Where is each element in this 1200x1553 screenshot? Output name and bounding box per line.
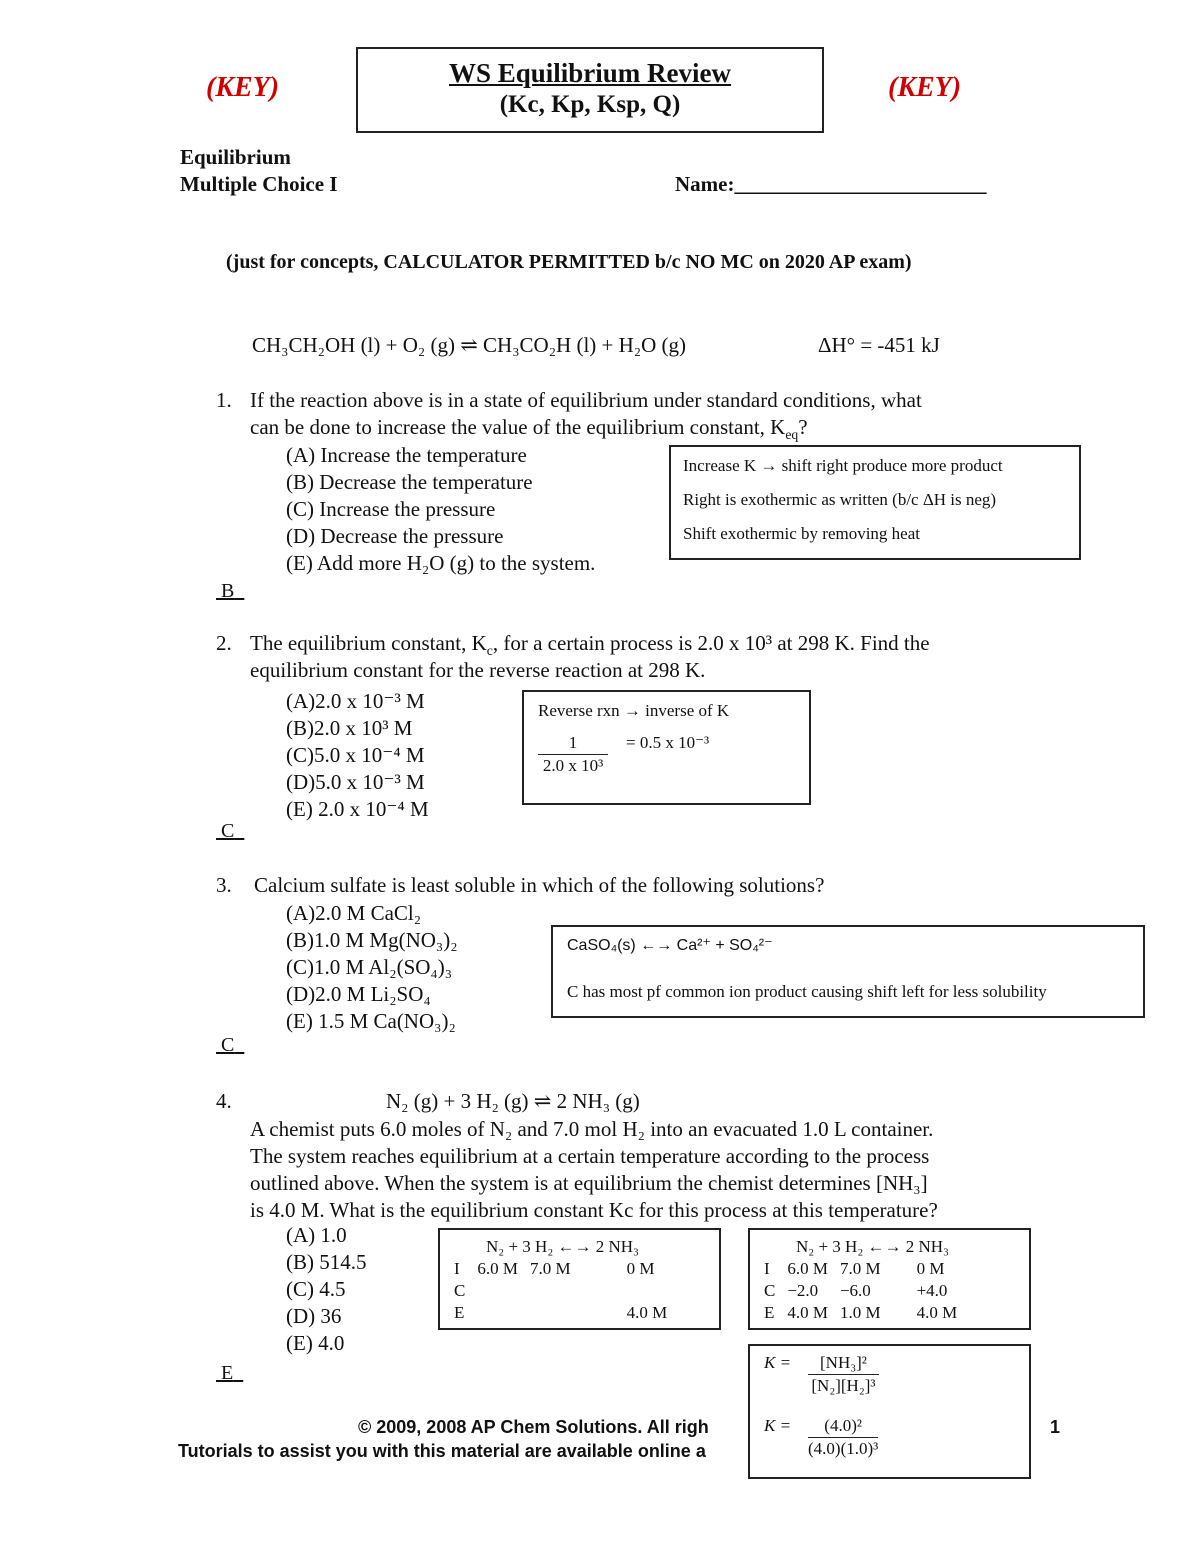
option: (B) 514.5 <box>286 1250 367 1274</box>
ice-header: N₂ + 3 H₂ ←→ 2 NH₃ <box>796 1237 949 1256</box>
option: (C) 4.5 <box>286 1277 346 1301</box>
question-3-text: Calcium sulfate is least soluble in which of the following solutions? <box>254 873 825 897</box>
table-cell <box>524 1280 577 1302</box>
table-cell: 4.0 M <box>626 1303 668 1322</box>
option: (E) Add more H₂O (g) to the system. <box>286 551 596 575</box>
answer-letter: E <box>221 1362 234 1384</box>
table-cell <box>524 1302 577 1324</box>
table-cell <box>471 1280 524 1302</box>
fraction-numerator: [NH₃]² <box>808 1352 879 1375</box>
page-title: WS Equilibrium Review <box>448 58 732 88</box>
text-line: is 4.0 M. What is the equilibrium constant Kc for this process at this temperature? <box>250 1198 938 1222</box>
table-cell: 6.0 M <box>787 1259 828 1278</box>
ice-header: N₂ + 3 H₂ ←→ 2 NH₃ <box>486 1237 639 1256</box>
page-subtitle: (Kc, Kp, Ksp, Q) <box>499 91 681 118</box>
ice-table-1 <box>438 1228 721 1330</box>
k-expression-row <box>764 1352 1015 1397</box>
title-box <box>356 47 824 133</box>
ice-grid <box>758 1258 963 1324</box>
option: (A) 1.0 <box>286 1223 347 1247</box>
k-label: K = <box>764 1353 792 1372</box>
question-3-options <box>286 900 458 1035</box>
option: (C) Increase the pressure <box>286 497 496 521</box>
answer-letter: C <box>221 1034 235 1056</box>
option: (E) 4.0 <box>286 1331 345 1355</box>
option: (E) 1.5 M Ca(NO₃)₂ <box>286 1009 456 1033</box>
fraction-numerator: (4.0)² <box>808 1415 878 1438</box>
option: (D) Decrease the pressure <box>286 524 504 548</box>
table-row <box>448 1302 673 1324</box>
table-row <box>758 1302 963 1324</box>
table-cell: C <box>454 1281 466 1300</box>
question-2-text-sub: c <box>486 643 493 659</box>
k-value-row <box>764 1415 1015 1460</box>
question-1-note-box <box>669 445 1081 560</box>
question-3-answer <box>216 1034 244 1057</box>
note-line: C has most pf common ion product causing shift left for less solubility <box>567 982 1047 1001</box>
subsection-title: Multiple Choice I <box>180 172 338 196</box>
table-cell: 4.0 M <box>916 1303 958 1322</box>
fraction <box>808 1415 878 1460</box>
note-line: CaSO₄(s) ←→ Ca²⁺ + SO₄²⁻ <box>567 937 773 954</box>
option: (D)5.0 x 10⁻³ M <box>286 770 425 794</box>
option: (A)2.0 M CaCl₂ <box>286 901 422 925</box>
text-line: A chemist puts 6.0 moles of N₂ and 7.0 mol H₂ into an evacuated 1.0 L container. <box>250 1117 934 1141</box>
text-line: outlined above. When the system is at equilibrium the chemist determines [NH₃] <box>250 1171 928 1195</box>
fraction <box>538 732 608 777</box>
question-1-answer <box>216 580 244 603</box>
option: (E) 2.0 x 10⁻⁴ M <box>286 797 429 821</box>
table-cell: 1.0 M <box>839 1303 881 1322</box>
section-title: Equilibrium <box>180 145 291 169</box>
name-field: Name:________________________ <box>675 172 987 196</box>
question-2-text-b: , for a certain process is 2.0 x 10³ at 298 K. Find the <box>492 631 930 655</box>
table-cell: 7.0 M <box>529 1259 571 1278</box>
question-4-answer <box>216 1362 243 1385</box>
reaction-enthalpy: ΔH° = -451 kJ <box>818 333 940 357</box>
question-2-text-a: The equilibrium constant, K <box>250 631 487 655</box>
option: (C)1.0 M Al₂(SO₄)₃ <box>286 955 453 979</box>
table-cell: C <box>764 1281 776 1300</box>
k-label: K = <box>764 1416 792 1435</box>
option: (C)5.0 x 10⁻⁴ M <box>286 743 425 767</box>
question-1-text-main: can be done to increase the value of the equilibrium constant, K <box>250 415 786 439</box>
table-cell: E <box>764 1303 775 1322</box>
note-line: Reverse rxn → inverse of K <box>538 701 730 720</box>
answer-letter: B <box>221 580 235 602</box>
table-cell: 7.0 M <box>839 1259 881 1278</box>
option: (D)2.0 M Li₂SO₄ <box>286 982 431 1006</box>
key-label-left: (KEY) <box>206 72 280 103</box>
option: (B)2.0 x 10³ M <box>286 716 413 740</box>
footer-copyright: © 2009, 2008 AP Chem Solutions. All righ <box>358 1417 709 1437</box>
answer-letter: C <box>221 820 235 842</box>
page-number: 1 <box>1050 1417 1061 1437</box>
table-cell: I <box>764 1259 770 1278</box>
ice-table-2 <box>748 1228 1031 1330</box>
note-line: Shift exothermic by removing heat <box>683 524 920 543</box>
fraction-result: = 0.5 x 10⁻³ <box>626 733 710 752</box>
note-line: Right is exothermic as written (b/c ΔH is neg) <box>683 490 997 509</box>
option: (A) Increase the temperature <box>286 443 527 467</box>
table-cell: 0 M <box>916 1259 945 1278</box>
k-expression-box <box>748 1344 1031 1479</box>
question-1-number: 1. <box>216 388 232 412</box>
question-1-text-line1: If the reaction above is in a state of equilibrium under standard conditions, what <box>250 388 922 412</box>
table-row <box>448 1280 673 1302</box>
question-4-text <box>250 1116 938 1224</box>
note-line: Increase K → shift right produce more product <box>683 456 1003 475</box>
key-label-right: (KEY) <box>888 72 962 103</box>
fraction-numerator: 1 <box>538 732 608 755</box>
question-4-equation: N₂ (g) + 3 H₂ (g) ⇌ 2 NH₃ (g) <box>386 1089 640 1113</box>
option: (B)1.0 M Mg(NO₃)₂ <box>286 928 458 952</box>
question-1-options <box>286 442 595 577</box>
fraction-denominator: 2.0 x 10³ <box>542 756 604 775</box>
fraction <box>808 1352 879 1397</box>
question-1-text-end: ? <box>798 415 808 439</box>
question-4-options <box>286 1222 367 1357</box>
question-3-number: 3. <box>216 873 232 897</box>
option: (A)2.0 x 10⁻³ M <box>286 689 425 713</box>
text-line: The system reaches equilibrium at a certain temperature according to the process <box>250 1144 930 1168</box>
fraction-denominator: (4.0)(1.0)³ <box>808 1439 879 1458</box>
fraction-row <box>538 732 795 777</box>
question-3-note-box <box>551 925 1145 1018</box>
table-row <box>758 1280 963 1302</box>
table-cell: 0 M <box>626 1259 655 1278</box>
option: (D) 36 <box>286 1304 342 1328</box>
fraction-denominator: [N₂][H₂]³ <box>811 1376 876 1395</box>
reaction-equation: CH₃CH₂OH (l) + O₂ (g) ⇌ CH₃CO₂H (l) + H₂O (g) <box>252 333 687 357</box>
table-cell <box>471 1302 524 1324</box>
question-1-text-sub: eq <box>785 427 799 443</box>
table-row <box>448 1258 673 1280</box>
question-2-options <box>286 688 429 823</box>
instructions-note: (just for concepts, CALCULATOR PERMITTED b/c NO MC on 2020 AP exam) <box>226 251 912 273</box>
ice-grid <box>448 1258 673 1324</box>
table-cell: 4.0 M <box>787 1303 828 1322</box>
table-cell: +4.0 <box>916 1281 948 1300</box>
question-2-number: 2. <box>216 631 232 655</box>
table-cell: E <box>454 1303 465 1322</box>
table-row <box>758 1258 963 1280</box>
table-cell: −2.0 <box>787 1281 819 1300</box>
table-cell: 6.0 M <box>477 1259 518 1278</box>
question-4-number: 4. <box>216 1089 232 1113</box>
question-2-note-box <box>522 690 811 805</box>
option: (B) Decrease the temperature <box>286 470 533 494</box>
question-2-text-line2: equilibrium constant for the reverse reaction at 298 K. <box>250 658 706 682</box>
question-2-answer <box>216 820 244 843</box>
table-cell: I <box>454 1259 460 1278</box>
table-cell: −6.0 <box>839 1281 871 1300</box>
table-cell <box>577 1280 674 1302</box>
footer-tutorials: Tutorials to assist you with this material are available online a <box>178 1441 706 1461</box>
